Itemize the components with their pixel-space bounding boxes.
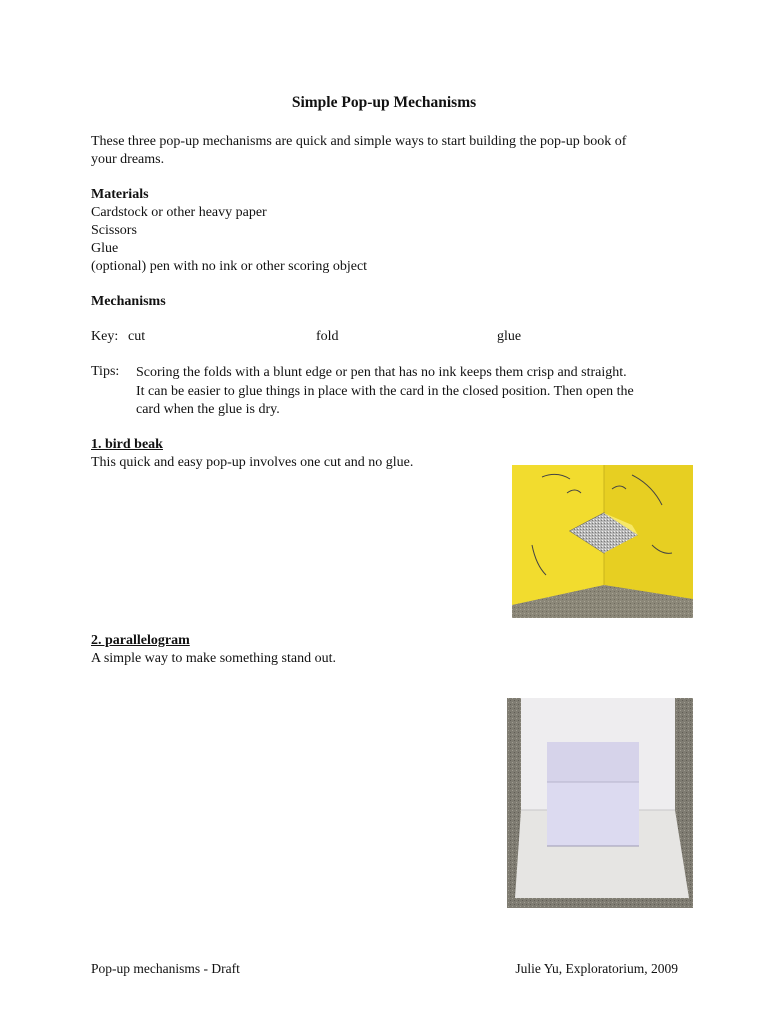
key-glue: glue xyxy=(497,329,522,344)
key-fold: fold xyxy=(316,329,339,344)
materials-section xyxy=(91,186,367,276)
bird-beak-photo xyxy=(512,465,693,618)
page-title: Simple Pop-up Mechanisms xyxy=(291,94,477,111)
footer-left: Pop-up mechanisms - Draft xyxy=(91,961,240,976)
materials-item: Glue xyxy=(91,241,119,256)
section-heading-parallelogram: 2. parallelogram xyxy=(91,633,190,648)
tips-line-3: card when the glue is dry. xyxy=(136,402,280,417)
key-label: Key: xyxy=(91,329,119,344)
intro-line-1: These three pop-up mechanisms are quick and simple ways to start building the pop-up book of xyxy=(91,134,627,149)
section-heading-bird-beak: 1. bird beak xyxy=(91,437,163,452)
tips-label: Tips: xyxy=(91,364,120,379)
section-parallelogram xyxy=(91,632,336,668)
section-text-bird-beak: This quick and easy pop-up involves one cut and no glue. xyxy=(91,455,414,470)
materials-heading: Materials xyxy=(91,187,149,202)
mechanisms-heading: Mechanisms xyxy=(91,294,166,309)
intro-paragraph xyxy=(91,133,626,169)
section-bird-beak xyxy=(91,436,413,472)
materials-item: Scissors xyxy=(91,223,137,238)
tips-text xyxy=(136,364,634,420)
materials-item: (optional) pen with no ink or other scoring object xyxy=(91,259,368,274)
section-text-parallelogram: A simple way to make something stand out. xyxy=(91,651,336,666)
footer-right: Julie Yu, Exploratorium, 2009 xyxy=(515,961,678,976)
key-cut: cut xyxy=(128,329,146,344)
tips-line-1: Scoring the folds with a blunt edge or pen that has no ink keeps them crisp and straight. xyxy=(136,365,627,380)
parallelogram-illustration xyxy=(507,698,693,908)
materials-item: Cardstock or other heavy paper xyxy=(91,205,267,220)
parallelogram-photo xyxy=(507,698,693,908)
intro-line-2: your dreams. xyxy=(91,152,165,167)
bird-beak-illustration xyxy=(512,465,693,618)
tips-line-2: It can be easier to glue things in place with the card in the closed position. Then open the xyxy=(136,383,634,399)
